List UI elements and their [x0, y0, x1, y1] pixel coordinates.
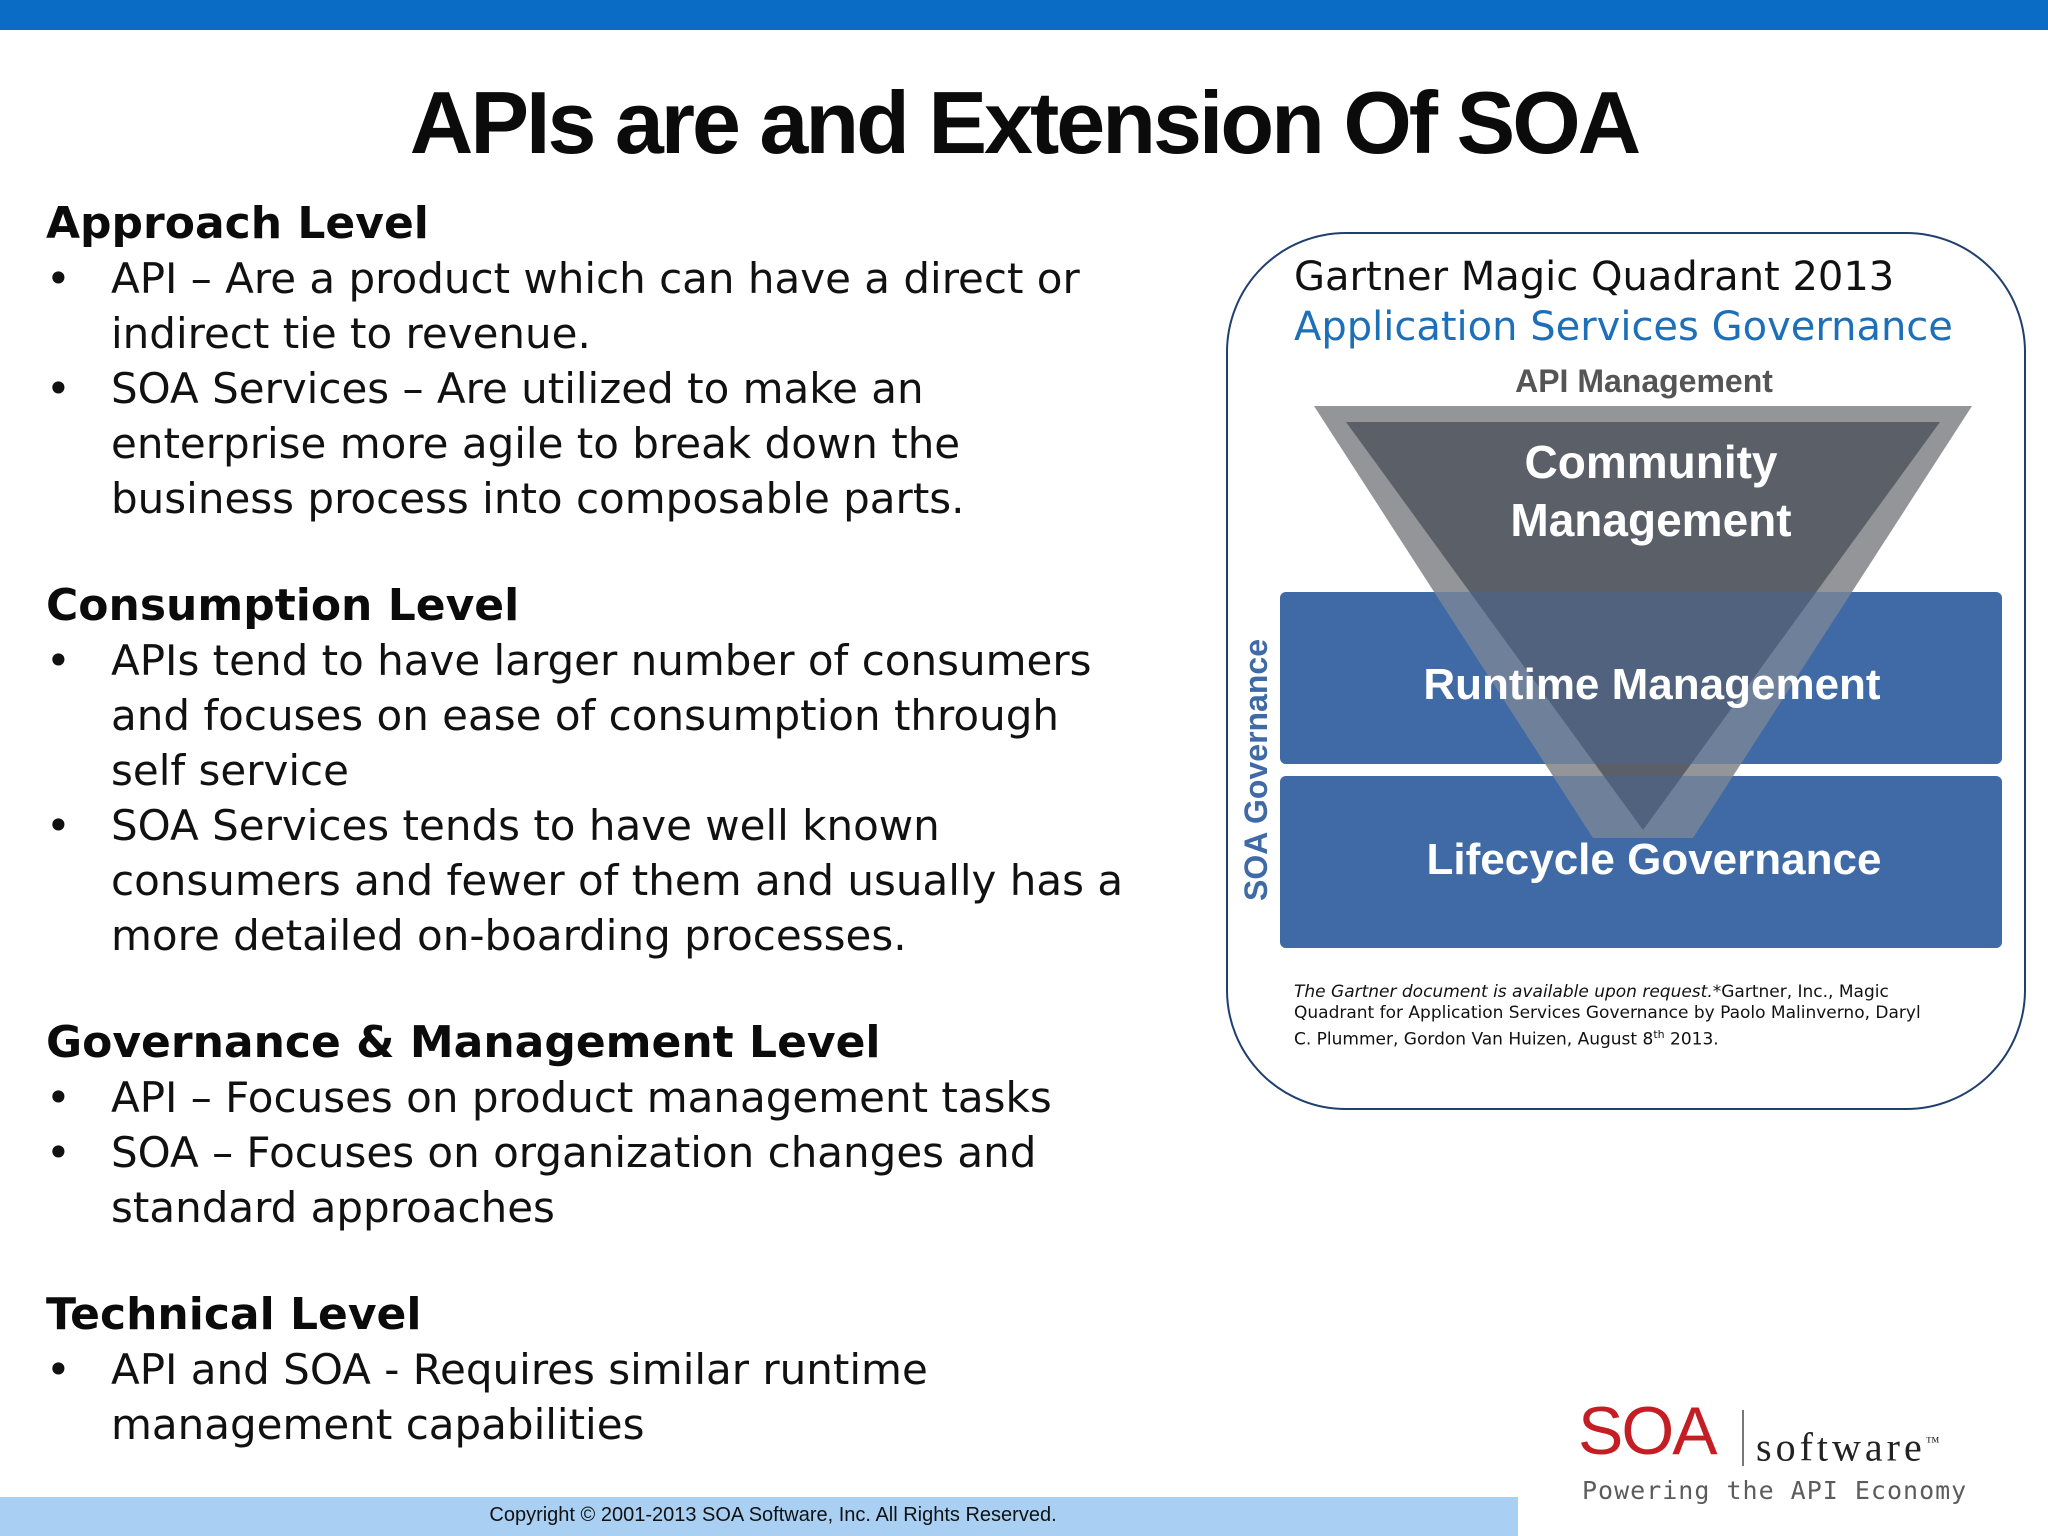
bullet-dot: • [46, 1345, 71, 1394]
copyright-text: Copyright © 2001-2013 SOA Software, Inc. All Rights Reserved. [489, 1504, 1057, 1526]
bullet-dot: • [46, 636, 71, 685]
bullet-item: • API and SOA - Requires similar runtime management capabilities [46, 1342, 1226, 1452]
top-accent-bar [0, 0, 2048, 30]
lifecycle-governance-label: Lifecycle Governance [1426, 835, 1882, 884]
bullet-dot: • [46, 364, 71, 413]
bullet-item: • SOA – Focuses on organization changes and standard approaches [46, 1125, 1226, 1235]
bullet-list [46, 1342, 1226, 1452]
section-heading: Consumption Level [46, 580, 520, 631]
section-approach-level [46, 196, 1226, 526]
logo-tagline: Powering the API Economy [1582, 1476, 1968, 1505]
section-technical-level [46, 1287, 1226, 1452]
bullet-item: • API – Focuses on product management tasks [46, 1070, 1226, 1125]
trademark-symbol: ™ [1925, 1435, 1940, 1450]
bullet-dot: • [46, 254, 71, 303]
section-consumption-level [46, 578, 1226, 963]
soa-governance-side-label: SOA Governance [1238, 638, 1274, 902]
slide-content [46, 196, 1226, 1504]
section-governance-management-level [46, 1015, 1226, 1235]
community-management-label-line2: Management [1510, 494, 1792, 546]
api-management-label: API Management [1515, 363, 1773, 399]
gartner-citation-note: The Gartner document is available upon request.*Gartner, Inc., Magic Quadrant for Application Services Governance by Paolo Malinverno, Daryl C. Plummer, Gordon Van Huizen, August 8th 2013. [1294, 982, 1921, 1050]
bullet-list [46, 633, 1226, 963]
bullet-dot: • [46, 1073, 71, 1122]
section-heading: Approach Level [46, 198, 429, 249]
bullet-item: • SOA Services tends to have well known consumers and fewer of them and usually has a more detailed on-boarding processes. [46, 798, 1226, 963]
bullet-dot: • [46, 801, 71, 850]
bullet-item: • API – Are a product which can have a direct or indirect tie to revenue. [46, 251, 1226, 361]
logo-software-wordmark: software™ [1756, 1424, 1940, 1470]
logo-divider [1742, 1410, 1744, 1466]
logo-soa-wordmark: SOA [1578, 1393, 1716, 1469]
bullet-item: • SOA Services – Are utilized to make an enterprise more agile to break down the business process into composable parts. [46, 361, 1226, 526]
bullet-item: • APIs tend to have larger number of consumers and focuses on ease of consumption through self service [46, 633, 1226, 798]
bullet-list [46, 1070, 1226, 1235]
community-management-label-line1: Community [1524, 436, 1778, 488]
bullet-dot: • [46, 1128, 71, 1177]
gartner-panel-subtitle: Application Services Governance [1294, 304, 1953, 350]
soa-software-logo [1578, 1393, 1998, 1516]
section-heading: Technical Level [46, 1289, 422, 1340]
gartner-panel-title: Gartner Magic Quadrant 2013 [1294, 254, 1895, 300]
governance-diagram [1226, 350, 2026, 970]
bullet-list [46, 251, 1226, 526]
slide-title: APIs are and Extension Of SOA [409, 73, 1639, 172]
section-heading: Governance & Management Level [46, 1017, 881, 1068]
runtime-management-label: Runtime Management [1423, 660, 1881, 709]
